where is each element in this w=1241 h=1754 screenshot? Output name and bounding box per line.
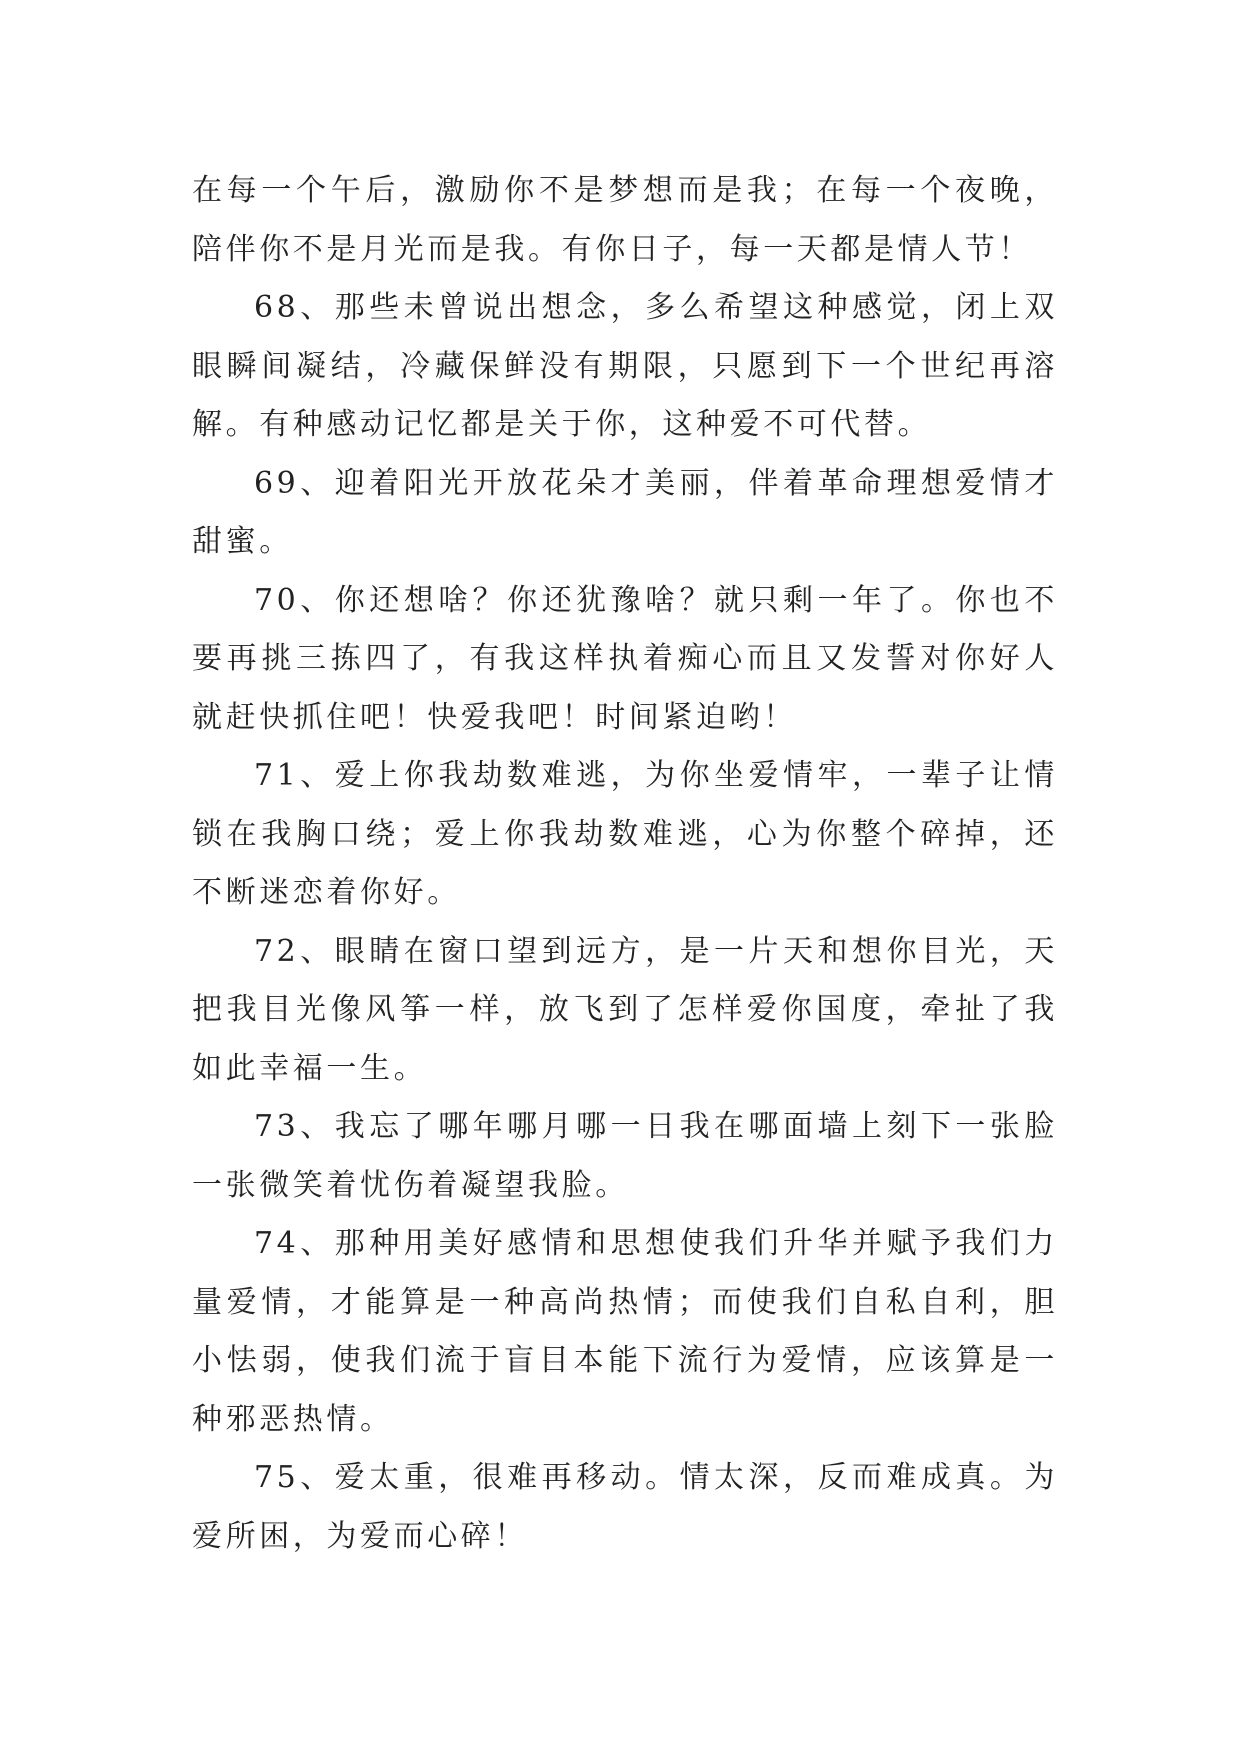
paragraph-item-70: 70、你还想啥？你还犹豫啥？就只剩一年了。你也不要再挑三拣四了，有我这样执着痴心而且又发誓对你好人就赶快抓住吧！快爱我吧！时间紧迫哟！ — [192, 582, 1058, 735]
paragraph-item-74: 74、那种用美好感情和思想使我们升华并赋予我们力量爱情，才能算是一种高尚热情；而使我们自私自利，胆小怯弱，使我们流于盲目本能下流行为爱情，应该算是一种邪恶热情。 — [192, 1226, 1058, 1437]
paragraph-item-69: 69、迎着阳光开放花朵才美丽，伴着革命理想爱情才甜蜜。 — [192, 465, 1058, 559]
paragraph-continuation: 在每一个午后，激励你不是梦想而是我；在每一个夜晚，陪伴你不是月光而是我。有你日子，每一天都是情人节！ — [192, 173, 1058, 267]
paragraph-item-72: 72、眼睛在窗口望到远方，是一片天和想你目光，天把我目光像风筝一样，放飞到了怎样爱你国度，牵扯了我如此幸福一生。 — [192, 933, 1058, 1086]
document-body — [192, 162, 1058, 1566]
paragraph-item-73: 73、我忘了哪年哪月哪一日我在哪面墙上刻下一张脸一张微笑着忧伤着凝望我脸。 — [192, 1109, 1058, 1203]
paragraph-item-71: 71、爱上你我劫数难逃，为你坐爱情牢，一辈子让情锁在我胸口绕；爱上你我劫数难逃，心为你整个碎掉，还不断迷恋着你好。 — [192, 758, 1058, 910]
paragraph-item-68: 68、那些未曾说出想念，多么希望这种感觉，闭上双眼瞬间凝结，冷藏保鲜没有期限，只愿到下一个世纪再溶解。有种感动记忆都是关于你，这种爱不可代替。 — [192, 290, 1058, 442]
paragraph-item-75: 75、爱太重，很难再移动。情太深，反而难成真。为爱所困，为爱而心碎！ — [192, 1460, 1058, 1554]
